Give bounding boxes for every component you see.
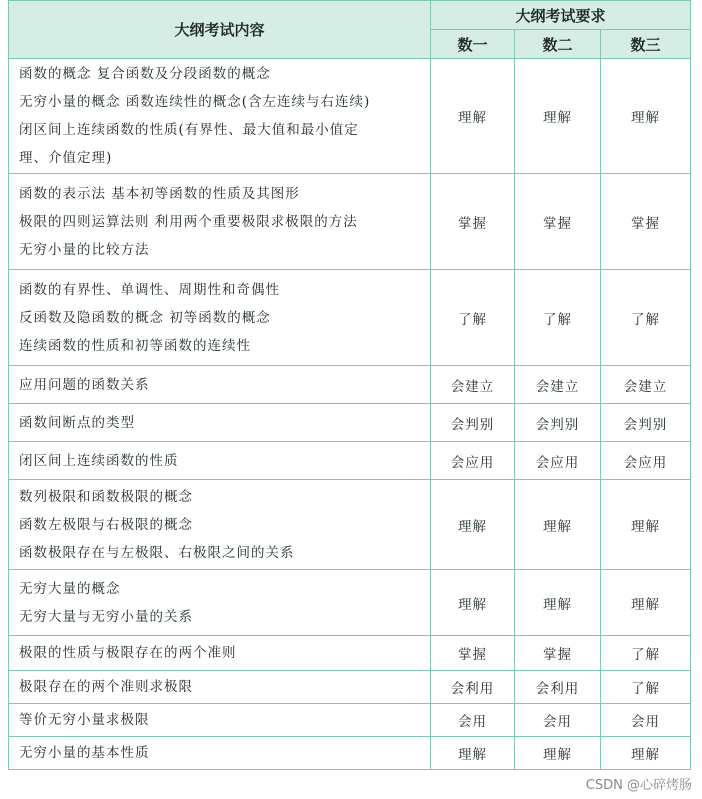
table-header: [9, 1, 691, 59]
content-line: 函数的有界性、单调性、周期性和奇偶性: [19, 281, 280, 298]
content-cell: [9, 404, 431, 442]
table-row: [9, 480, 691, 570]
table-row: [9, 366, 691, 404]
requirement-cell-math2: 了解: [515, 270, 601, 366]
table-row: [9, 404, 691, 442]
requirement-cell-math1: 理解: [431, 59, 515, 174]
content-line: 数列极限和函数极限的概念: [19, 488, 193, 505]
column-header-math1: 数一: [431, 30, 515, 59]
requirement-cell-math1: 掌握: [431, 636, 515, 671]
requirement-cell-math2: 理解: [515, 570, 601, 636]
content-cell: [9, 366, 431, 404]
requirement-cell-math3: 会应用: [601, 442, 691, 480]
requirement-cell-math3: 理解: [601, 570, 691, 636]
requirement-cell-math3: 理解: [601, 59, 691, 174]
requirement-cell-math1: 会利用: [431, 671, 515, 704]
content-cell: [9, 737, 431, 770]
table-row: [9, 636, 691, 671]
requirement-cell-math2: 会用: [515, 704, 601, 737]
requirement-cell-math1: 理解: [431, 737, 515, 770]
csdn-watermark: CSDN @心碎烤肠: [585, 778, 692, 793]
requirement-cell-math1: 会建立: [431, 366, 515, 404]
content-line: 函数极限存在与左极限、右极限之间的关系: [19, 544, 295, 561]
requirement-cell-math2: 会建立: [515, 366, 601, 404]
content-cell: [9, 704, 431, 737]
requirement-cell-math2: 会应用: [515, 442, 601, 480]
content-cell: [9, 270, 431, 366]
requirement-cell-math1: 会应用: [431, 442, 515, 480]
content-line: 函数左极限与右极限的概念: [19, 516, 193, 533]
table-row: [9, 442, 691, 480]
content-line: 无穷大量的概念: [19, 580, 121, 597]
table-row: [9, 570, 691, 636]
content-line: 闭区间上连续函数的性质: [19, 452, 179, 469]
content-line: 无穷小量的基本性质: [19, 745, 150, 761]
content-line: 极限存在的两个准则求极限: [19, 679, 193, 695]
content-cell: [9, 636, 431, 671]
column-header-math2: 数二: [515, 30, 601, 59]
content-line: 极限的性质与极限存在的两个准则: [19, 645, 237, 661]
content-cell: [9, 480, 431, 570]
requirement-cell-math3: 了解: [601, 671, 691, 704]
requirement-cell-math2: 理解: [515, 59, 601, 174]
content-cell: [9, 671, 431, 704]
requirement-cell-math3: 掌握: [601, 174, 691, 270]
requirement-cell-math1: 掌握: [431, 174, 515, 270]
content-line: 无穷小量的比较方法: [19, 241, 150, 258]
content-line: 函数的概念 复合函数及分段函数的概念: [19, 66, 271, 82]
content-header: 大纲考试内容: [9, 1, 431, 59]
table-row: [9, 737, 691, 770]
requirement-cell-math1: 了解: [431, 270, 515, 366]
content-cell: [9, 442, 431, 480]
requirement-cell-math3: 会用: [601, 704, 691, 737]
requirement-cell-math3: 了解: [601, 636, 691, 671]
content-line: 函数间断点的类型: [19, 414, 135, 431]
content-line: 连续函数的性质和初等函数的连续性: [19, 337, 251, 354]
requirement-cell-math1: 理解: [431, 480, 515, 570]
requirement-cell-math3: 理解: [601, 737, 691, 770]
requirement-cell-math3: 会建立: [601, 366, 691, 404]
content-cell: [9, 59, 431, 174]
requirement-cell-math2: 理解: [515, 737, 601, 770]
requirement-cell-math3: 理解: [601, 480, 691, 570]
requirement-cell-math3: 了解: [601, 270, 691, 366]
content-line: 极限的四则运算法则 利用两个重要极限求极限的方法: [19, 213, 358, 230]
content-line: 理、介值定理): [19, 150, 113, 166]
table-row: [9, 270, 691, 366]
column-header-math3: 数三: [601, 30, 691, 59]
table-row: [9, 174, 691, 270]
content-line: 反函数及隐函数的概念 初等函数的概念: [19, 309, 271, 326]
requirement-cell-math2: 会利用: [515, 671, 601, 704]
table-body: [9, 59, 691, 770]
content-line: 等价无穷小量求极限: [19, 712, 150, 728]
content-cell: [9, 174, 431, 270]
content-line: 无穷小量的概念 函数连续性的概念(含左连续与右连续): [19, 94, 371, 110]
content-line: 闭区间上连续函数的性质(有界性、最大值和最小值定: [19, 122, 359, 138]
requirement-cell-math2: 会判别: [515, 404, 601, 442]
content-cell: [9, 570, 431, 636]
requirement-cell-math1: 会用: [431, 704, 515, 737]
requirement-cell-math3: 会判别: [601, 404, 691, 442]
content-line: 无穷大量与无穷小量的关系: [19, 608, 193, 625]
requirement-cell-math2: 掌握: [515, 636, 601, 671]
content-line: 函数的表示法 基本初等函数的性质及其图形: [19, 185, 300, 202]
requirement-cell-math2: 掌握: [515, 174, 601, 270]
table-row: [9, 671, 691, 704]
requirement-cell-math1: 理解: [431, 570, 515, 636]
syllabus-table: [8, 0, 691, 770]
content-line: 应用问题的函数关系: [19, 376, 150, 393]
table-row: [9, 59, 691, 174]
requirement-cell-math1: 会判别: [431, 404, 515, 442]
requirement-cell-math2: 理解: [515, 480, 601, 570]
table-row: [9, 704, 691, 737]
requirements-header: 大纲考试要求: [431, 1, 691, 30]
